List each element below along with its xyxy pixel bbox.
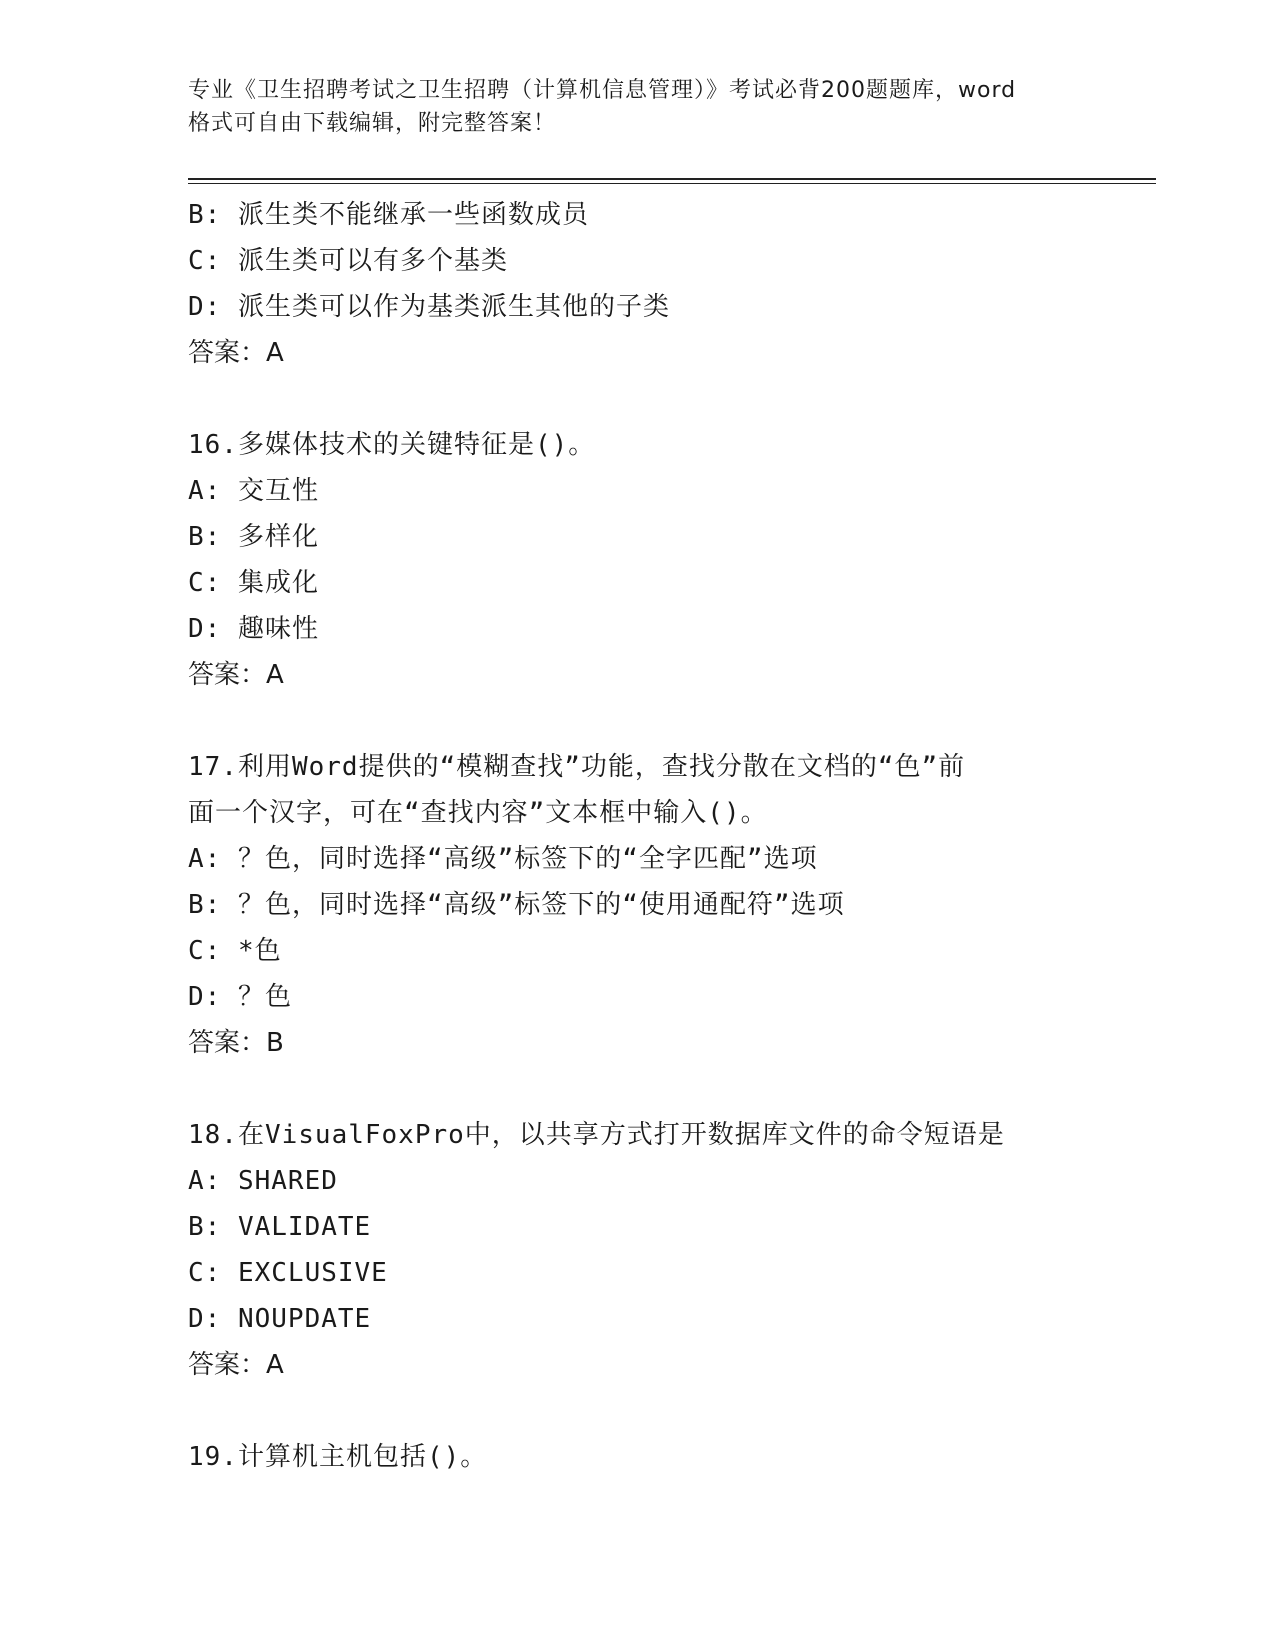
option-c: C: 派生类可以有多个基类 — [188, 246, 508, 276]
option-b: B: VALIDATE — [188, 1212, 372, 1242]
question-19-block — [188, 1434, 1148, 1480]
header-line-2: 格式可自由下载编辑，附完整答案！ — [188, 111, 557, 136]
header-line-1: 专业《卫生招聘考试之卫生招聘（计算机信息管理）》考试必背200题题库，word — [188, 78, 1017, 103]
option-a: A: 交互性 — [188, 476, 319, 506]
spacer — [188, 376, 1148, 422]
option-b: B: 多样化 — [188, 522, 319, 552]
answer-line: 答案：A — [188, 1350, 284, 1380]
question-16-block — [188, 422, 1148, 698]
header-divider-thin — [188, 183, 1156, 184]
spacer — [188, 1066, 1148, 1112]
answer-line: 答案：A — [188, 660, 284, 690]
document-header — [188, 74, 1088, 140]
option-c: C: EXCLUSIVE — [188, 1258, 388, 1288]
answer-line: 答案：A — [188, 338, 284, 368]
option-a: A: ？色，同时选择“高级”标签下的“全字匹配”选项 — [188, 844, 818, 874]
option-a: A: SHARED — [188, 1166, 338, 1196]
option-d: D: ？色 — [188, 982, 292, 1012]
question-text: 16.多媒体技术的关键特征是()。 — [188, 430, 596, 460]
option-b: B: 派生类不能继承一些函数成员 — [188, 200, 589, 230]
question-text-line-2: 面一个汉字，可在“查找内容”文本框中输入()。 — [188, 798, 768, 828]
question-text: 19.计算机主机包括()。 — [188, 1442, 488, 1472]
option-c: C: *色 — [188, 936, 282, 966]
option-d: D: 派生类可以作为基类派生其他的子类 — [188, 292, 670, 322]
question-text-line-1: 17.利用Word提供的“模糊查找”功能，查找分散在文档的“色”前 — [188, 752, 966, 782]
question-list — [188, 192, 1148, 1480]
header-divider-thick — [188, 178, 1156, 180]
question-18-block — [188, 1112, 1148, 1388]
option-d: D: NOUPDATE — [188, 1304, 372, 1334]
option-d: D: 趣味性 — [188, 614, 319, 644]
option-b: B: ？色，同时选择“高级”标签下的“使用通配符”选项 — [188, 890, 845, 920]
question-15-block — [188, 192, 1148, 376]
answer-line: 答案：B — [188, 1028, 284, 1058]
spacer — [188, 698, 1148, 744]
question-17-block — [188, 744, 1148, 1066]
spacer — [188, 1388, 1148, 1434]
question-text: 18.在VisualFoxPro中，以共享方式打开数据库文件的命令短语是 — [188, 1120, 1005, 1150]
option-c: C: 集成化 — [188, 568, 319, 598]
